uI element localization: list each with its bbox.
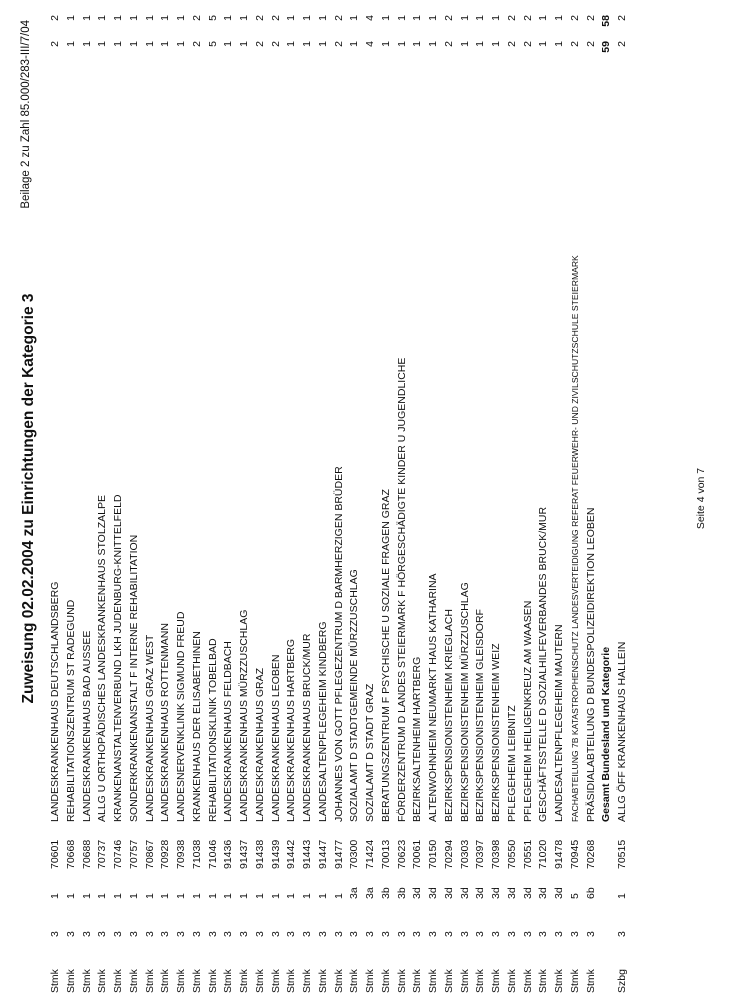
value1-cell: 1: [64, 41, 77, 47]
land-cell: Stmk: [143, 969, 156, 993]
category-cell: 3: [49, 931, 61, 937]
table-row: [143, 0, 158, 997]
category-cell: 3: [301, 931, 313, 937]
value1-cell: 1: [411, 41, 424, 47]
land-cell: Stmk: [427, 969, 439, 993]
name-cell: PRÄSIDIALABTEILUNG D BUNDESPOLIZEIDIREKTION LEOBEN: [584, 507, 597, 822]
category-cell: 3: [112, 931, 124, 937]
category-cell: 3: [442, 931, 455, 937]
land-cell: Stmk: [80, 969, 93, 993]
value1-cell: 1: [379, 41, 392, 47]
table-row: [615, 0, 630, 997]
value1-cell: 4: [364, 41, 376, 47]
value1-cell: 1: [316, 41, 329, 47]
category-cell: 3: [474, 931, 487, 937]
type-cell: 3d: [490, 887, 502, 899]
type-cell: 1: [301, 893, 313, 899]
land-cell: Stmk: [505, 969, 518, 993]
category-cell: 3: [616, 931, 628, 937]
value1-cell: 1: [301, 41, 313, 47]
name-cell: LANDESALTENPFLEGEHEIM KINDBERG: [316, 621, 329, 822]
table-row: [206, 0, 221, 997]
value2-cell: 1: [96, 15, 109, 21]
table-row: [158, 0, 173, 997]
value2-cell: 1: [490, 15, 502, 21]
category-cell: 3: [175, 931, 187, 937]
type-cell: 3b: [395, 887, 408, 899]
code-cell: 91439: [269, 839, 282, 869]
value2-cell: 2: [190, 15, 203, 21]
value1-cell: 1: [458, 41, 471, 47]
reference-number: Beilage 2 zu Zahl 85.000/283-III/7/04: [20, 20, 32, 209]
type-cell: 1: [175, 893, 187, 899]
table-row: [237, 0, 252, 997]
table-row: [442, 0, 457, 997]
type-cell: 3d: [537, 887, 550, 899]
value1-cell: 1: [348, 41, 361, 47]
value1-cell: 1: [285, 41, 298, 47]
land-cell: Stmk: [442, 969, 455, 993]
type-cell: 3d: [553, 887, 565, 899]
value2-cell: 1: [395, 15, 408, 21]
value1-cell: 2: [568, 41, 581, 47]
code-cell: 70398: [490, 839, 502, 869]
table-row: [458, 0, 473, 997]
table-row: [332, 0, 347, 997]
name-cell: SOZIALAMT D STADTGEMEINDE MÜRZZUSCHLAG: [348, 569, 361, 822]
code-cell: 70867: [143, 839, 156, 869]
land-cell: Stmk: [64, 969, 77, 993]
land-cell: Stmk: [411, 969, 424, 993]
land-cell: Stmk: [521, 969, 534, 993]
type-cell: 6b: [584, 887, 597, 899]
land-cell: Stmk: [175, 969, 187, 993]
code-cell: 70746: [112, 839, 124, 869]
value2-cell: 1: [348, 15, 361, 21]
value1-cell: 5: [206, 41, 219, 47]
value2-cell: 1: [411, 15, 424, 21]
table-row: [111, 0, 126, 997]
code-cell: 70928: [159, 839, 172, 869]
code-cell: 91438: [253, 839, 266, 869]
code-cell: 91437: [238, 839, 250, 869]
category-cell: 3: [379, 931, 392, 937]
category-cell: 3: [64, 931, 77, 937]
value2-cell: 1: [143, 15, 156, 21]
table-row: [190, 0, 205, 997]
type-cell: 1: [253, 893, 266, 899]
category-cell: 3: [316, 931, 329, 937]
type-cell: 1: [159, 893, 172, 899]
name-cell: FACHABTEILUNG 7B KATASTROPHENSCHUTZ LANDESVERTEIDIGUNG REFERAT FEUERWEHR- UND ZIVILSCHUTZSCHULE STEIERMARK: [569, 255, 580, 822]
table-row: [489, 0, 504, 997]
total-row: [599, 0, 614, 997]
name-cell: KRANKENANSTALTENVERBUND LKH JUDENBURG-KNITTELFELD: [112, 494, 124, 822]
category-cell: 3: [584, 931, 597, 937]
category-cell: 3: [411, 931, 424, 937]
table-row: [473, 0, 488, 997]
land-cell: Stmk: [127, 969, 140, 993]
land-cell: Stmk: [238, 969, 250, 993]
name-cell: BEZIRKSPENSIONISTENHEIM GLEISDORF: [474, 609, 487, 822]
value1-cell: 1: [112, 41, 124, 47]
value1-cell: 1: [127, 41, 140, 47]
category-cell: 3: [80, 931, 93, 937]
value2-cell: 2: [253, 15, 266, 21]
code-cell: 71020: [537, 839, 550, 869]
value1-cell: 1: [159, 41, 172, 47]
category-cell: 3: [127, 931, 140, 937]
land-cell: Stmk: [269, 969, 282, 993]
type-cell: 3d: [442, 887, 455, 899]
code-cell: 70757: [127, 839, 140, 869]
table-row: [536, 0, 551, 997]
type-cell: 3b: [379, 887, 392, 899]
value1-cell: 2: [616, 41, 628, 47]
category-cell: 3: [553, 931, 565, 937]
value2-cell: 1: [112, 15, 124, 21]
value1-cell: 1: [427, 41, 439, 47]
type-cell: 3d: [427, 887, 439, 899]
value2-cell: 1: [537, 15, 550, 21]
name-cell: REHABILITATIONSKLINIK TOBELBAD: [206, 638, 219, 822]
type-cell: 3d: [458, 887, 471, 899]
code-cell: 70550: [505, 839, 518, 869]
value1-cell: 1: [238, 41, 250, 47]
value2-cell: 1: [474, 15, 487, 21]
code-cell: 70515: [616, 839, 628, 869]
type-cell: 1: [112, 893, 124, 899]
table-row: [269, 0, 284, 997]
value1-cell: 59: [600, 41, 613, 53]
table-row: [80, 0, 95, 997]
land-cell: Stmk: [285, 969, 298, 993]
table-row: [552, 0, 567, 997]
land-cell: Stmk: [348, 969, 361, 993]
land-cell: Stmk: [332, 969, 345, 993]
name-cell: SONDERKRANKENANSTALT F INTERNE REHABILITATION: [127, 534, 140, 822]
value1-cell: 2: [49, 41, 61, 47]
name-cell: KRANKENHAUS DER ELISABETHINEN: [190, 631, 203, 822]
type-cell: 1: [96, 893, 109, 899]
value2-cell: 1: [127, 15, 140, 21]
land-cell: Stmk: [584, 969, 597, 993]
name-cell: BEZIRKSPENSIONISTENHEIM WEIZ: [490, 643, 502, 822]
code-cell: 70668: [64, 839, 77, 869]
value1-cell: 1: [395, 41, 408, 47]
category-cell: 3: [521, 931, 534, 937]
table-row: [347, 0, 362, 997]
value1-cell: 2: [332, 41, 345, 47]
name-cell: LANDESKRANKENHAUS LEOBEN: [269, 654, 282, 822]
type-cell: 3d: [411, 887, 424, 899]
land-cell: Stmk: [490, 969, 502, 993]
type-cell: 3d: [474, 887, 487, 899]
table-row: [284, 0, 299, 997]
category-cell: 3: [348, 931, 361, 937]
code-cell: 70945: [568, 839, 581, 869]
value2-cell: 5: [206, 15, 219, 21]
land-cell: Stmk: [96, 969, 109, 993]
type-cell: 1: [49, 893, 61, 899]
value1-cell: 1: [222, 41, 235, 47]
name-cell: LANDESKRANKENHAUS MÜRZZUSCHLAG: [238, 609, 250, 822]
category-cell: 3: [285, 931, 298, 937]
name-cell: PFLEGEHEIM HEILIGENKREUZ AM WAASEN: [521, 600, 534, 822]
code-cell: 91447: [316, 839, 329, 869]
category-cell: 3: [96, 931, 109, 937]
value2-cell: 1: [316, 15, 329, 21]
name-cell: LANDESKRANKENHAUS HARTBERG: [285, 638, 298, 822]
value2-cell: 1: [238, 15, 250, 21]
value2-cell: 2: [442, 15, 455, 21]
value2-cell: 1: [159, 15, 172, 21]
page-footer: Seite 4 von 7: [695, 467, 707, 530]
code-cell: 70150: [427, 839, 439, 869]
table-row: [316, 0, 331, 997]
type-cell: 3a: [348, 887, 361, 899]
code-cell: 70397: [474, 839, 487, 869]
category-cell: 3: [458, 931, 471, 937]
code-cell: 91477: [332, 839, 345, 869]
category-cell: 3: [364, 931, 376, 937]
table-row: [521, 0, 536, 997]
land-cell: Stmk: [553, 969, 565, 993]
value2-cell: 2: [568, 15, 581, 21]
name-cell: BEZIRKSALTENHEIM HARTBERG: [411, 656, 424, 822]
type-cell: 1: [64, 893, 77, 899]
value2-cell: 1: [379, 15, 392, 21]
code-cell: 71046: [206, 839, 219, 869]
value2-cell: 1: [64, 15, 77, 21]
code-cell: 71038: [190, 839, 203, 869]
land-cell: Stmk: [159, 969, 172, 993]
value2-cell: 2: [49, 15, 61, 21]
value1-cell: 1: [175, 41, 187, 47]
category-cell: 3: [159, 931, 172, 937]
category-cell: 3: [537, 931, 550, 937]
value2-cell: 4: [364, 15, 376, 21]
value2-cell: 2: [616, 15, 628, 21]
category-cell: 3: [190, 931, 203, 937]
name-cell: LANDESKRANKENHAUS GRAZ: [253, 667, 266, 822]
category-cell: 3: [427, 931, 439, 937]
code-cell: 70061: [411, 839, 424, 869]
land-cell: Stmk: [301, 969, 313, 993]
table-row: [300, 0, 315, 997]
name-cell: LANDESKRANKENHAUS DEUTSCHLANDSBERG: [49, 581, 61, 822]
type-cell: 1: [616, 893, 628, 899]
value2-cell: 1: [427, 15, 439, 21]
code-cell: 70294: [442, 839, 455, 869]
category-cell: 3: [332, 931, 345, 937]
table-row: [426, 0, 441, 997]
category-cell: 3: [568, 931, 581, 937]
code-cell: 91478: [553, 839, 565, 869]
land-cell: Szbg: [616, 969, 628, 993]
value1-cell: 1: [490, 41, 502, 47]
type-cell: 1: [332, 893, 345, 899]
name-cell: GESCHÄFTSSTELLE D SOZIALHILFEVERBANDES BRUCK/MUR: [537, 506, 550, 822]
land-cell: Stmk: [316, 969, 329, 993]
value2-cell: 2: [505, 15, 518, 21]
type-cell: 1: [316, 893, 329, 899]
land-cell: Stmk: [222, 969, 235, 993]
land-cell: Stmk: [568, 969, 581, 993]
value2-cell: 1: [458, 15, 471, 21]
category-cell: 3: [490, 931, 502, 937]
name-cell: LANDESALTENPFLEGEHEIM MAUTERN: [553, 624, 565, 822]
type-cell: 1: [285, 893, 298, 899]
table-row: [95, 0, 110, 997]
type-cell: 1: [80, 893, 93, 899]
value1-cell: 1: [143, 41, 156, 47]
value2-cell: 2: [584, 15, 597, 21]
value1-cell: 1: [96, 41, 109, 47]
name-cell: ALLG ÖFF KRANKENHAUS HALLEIN: [616, 641, 628, 822]
type-cell: 1: [190, 893, 203, 899]
type-cell: 1: [269, 893, 282, 899]
table-row: [363, 0, 378, 997]
name-cell: LANDESKRANKENHAUS BAD AUSSEE: [80, 630, 93, 822]
value2-cell: 1: [301, 15, 313, 21]
type-cell: 1: [127, 893, 140, 899]
land-cell: Stmk: [537, 969, 550, 993]
name-cell: JOHANNES VON GOTT PFLEGEZENTRUM D BARMHERZIGEN BRÜDER: [332, 466, 345, 822]
category-cell: 3: [143, 931, 156, 937]
value1-cell: 1: [80, 41, 93, 47]
name-cell: BEZIRKSPENSIONISTENHEIM KRIEGLACH: [442, 609, 455, 822]
value1-cell: 2: [521, 41, 534, 47]
code-cell: 70300: [348, 839, 361, 869]
name-cell: BERATUNGSZENTRUM F PSYCHISCHE U SOZIALE FRAGEN GRAZ: [379, 489, 392, 822]
value1-cell: 2: [253, 41, 266, 47]
category-cell: 3: [269, 931, 282, 937]
name-cell: ALLG U ORTHOPÄDISCHES LANDESKRANKENHAUS STOLZALPE: [96, 495, 109, 822]
name-cell: LANDESKRANKENHAUS FELDBACH: [222, 641, 235, 822]
name-cell: LANDESKRANKENHAUS BRUCK/MUR: [301, 633, 313, 822]
name-cell: LANDESKRANKENHAUS GRAZ WEST: [143, 634, 156, 822]
code-cell: 70601: [49, 839, 61, 869]
value2-cell: 2: [521, 15, 534, 21]
table-row: [379, 0, 394, 997]
code-cell: 91436: [222, 839, 235, 869]
table-row: [127, 0, 142, 997]
value1-cell: 2: [505, 41, 518, 47]
code-cell: 70938: [175, 839, 187, 869]
table-row: [64, 0, 79, 997]
table-row: [568, 0, 583, 997]
name-cell: BEZIRKSPENSIONISTENHEIM MÜRZZUSCHLAG: [458, 582, 471, 822]
table-row: [48, 0, 63, 997]
type-cell: 1: [143, 893, 156, 899]
value1-cell: 2: [190, 41, 203, 47]
code-cell: 70551: [521, 839, 534, 869]
name-cell: LANDESKRANKENHAUS ROTTENMANN: [159, 623, 172, 822]
name-cell: ALTENWOHNHEIM NEUMARKT HAUS KATHARINA: [427, 573, 439, 822]
category-cell: 3: [253, 931, 266, 937]
land-cell: Stmk: [253, 969, 266, 993]
category-cell: 3: [222, 931, 235, 937]
land-cell: Stmk: [190, 969, 203, 993]
category-cell: 3: [395, 931, 408, 937]
table-row: [253, 0, 268, 997]
code-cell: 70737: [96, 839, 109, 869]
land-cell: Stmk: [395, 969, 408, 993]
category-cell: 3: [206, 931, 219, 937]
value1-cell: 1: [474, 41, 487, 47]
type-cell: 1: [206, 893, 219, 899]
code-cell: 70013: [379, 839, 392, 869]
code-cell: 70623: [395, 839, 408, 869]
category-cell: 3: [505, 931, 518, 937]
value1-cell: 2: [269, 41, 282, 47]
land-cell: Stmk: [206, 969, 219, 993]
table-row: [221, 0, 236, 997]
type-cell: 3d: [505, 887, 518, 899]
name-cell: SOZIALAMT D STADT GRAZ: [364, 683, 376, 822]
land-cell: Stmk: [379, 969, 392, 993]
value2-cell: 1: [175, 15, 187, 21]
table-row: [584, 0, 599, 997]
land-cell: Stmk: [364, 969, 376, 993]
category-cell: 3: [238, 931, 250, 937]
code-cell: 70688: [80, 839, 93, 869]
table-row: [174, 0, 189, 997]
value2-cell: 1: [285, 15, 298, 21]
code-cell: 91442: [285, 839, 298, 869]
name-cell: FÖRDERZENTRUM D LANDES STEIERMARK F HÖRGESCHÄDIGTE KINDER U JUGENDLICHE: [395, 357, 408, 822]
land-cell: Stmk: [458, 969, 471, 993]
value1-cell: 1: [537, 41, 550, 47]
value2-cell: 58: [600, 15, 613, 27]
value2-cell: 2: [269, 15, 282, 21]
code-cell: 91443: [301, 839, 313, 869]
name-cell: REHABILITATIONSZENTRUM ST RADEGUND: [64, 599, 77, 822]
value2-cell: 1: [553, 15, 565, 21]
value2-cell: 2: [332, 15, 345, 21]
land-cell: Stmk: [474, 969, 487, 993]
type-cell: 3d: [521, 887, 534, 899]
code-cell: 70303: [458, 839, 471, 869]
page-title: Zuweisung 02.02.2004 zu Einrichtungen der Kategorie 3: [20, 293, 37, 704]
value1-cell: 2: [442, 41, 455, 47]
value2-cell: 1: [222, 15, 235, 21]
code-cell: 71424: [364, 839, 376, 869]
type-cell: 5: [568, 893, 581, 899]
table-row: [410, 0, 425, 997]
table-row: [505, 0, 520, 997]
value2-cell: 1: [80, 15, 93, 21]
type-cell: 1: [238, 893, 250, 899]
type-cell: 3a: [364, 887, 376, 899]
code-cell: 70268: [584, 839, 597, 869]
name-cell: LANDESNERVENKLINIK SIGMUND FREUD: [175, 611, 187, 822]
table-row: [395, 0, 410, 997]
land-cell: Stmk: [112, 969, 124, 993]
name-cell: PFLEGEHEIM LEIBNITZ: [505, 705, 518, 822]
type-cell: 1: [222, 893, 235, 899]
name-cell: Gesamt Bundesland und Kategorie: [600, 646, 613, 822]
value1-cell: 1: [553, 41, 565, 47]
value1-cell: 2: [584, 41, 597, 47]
land-cell: Stmk: [49, 969, 61, 993]
